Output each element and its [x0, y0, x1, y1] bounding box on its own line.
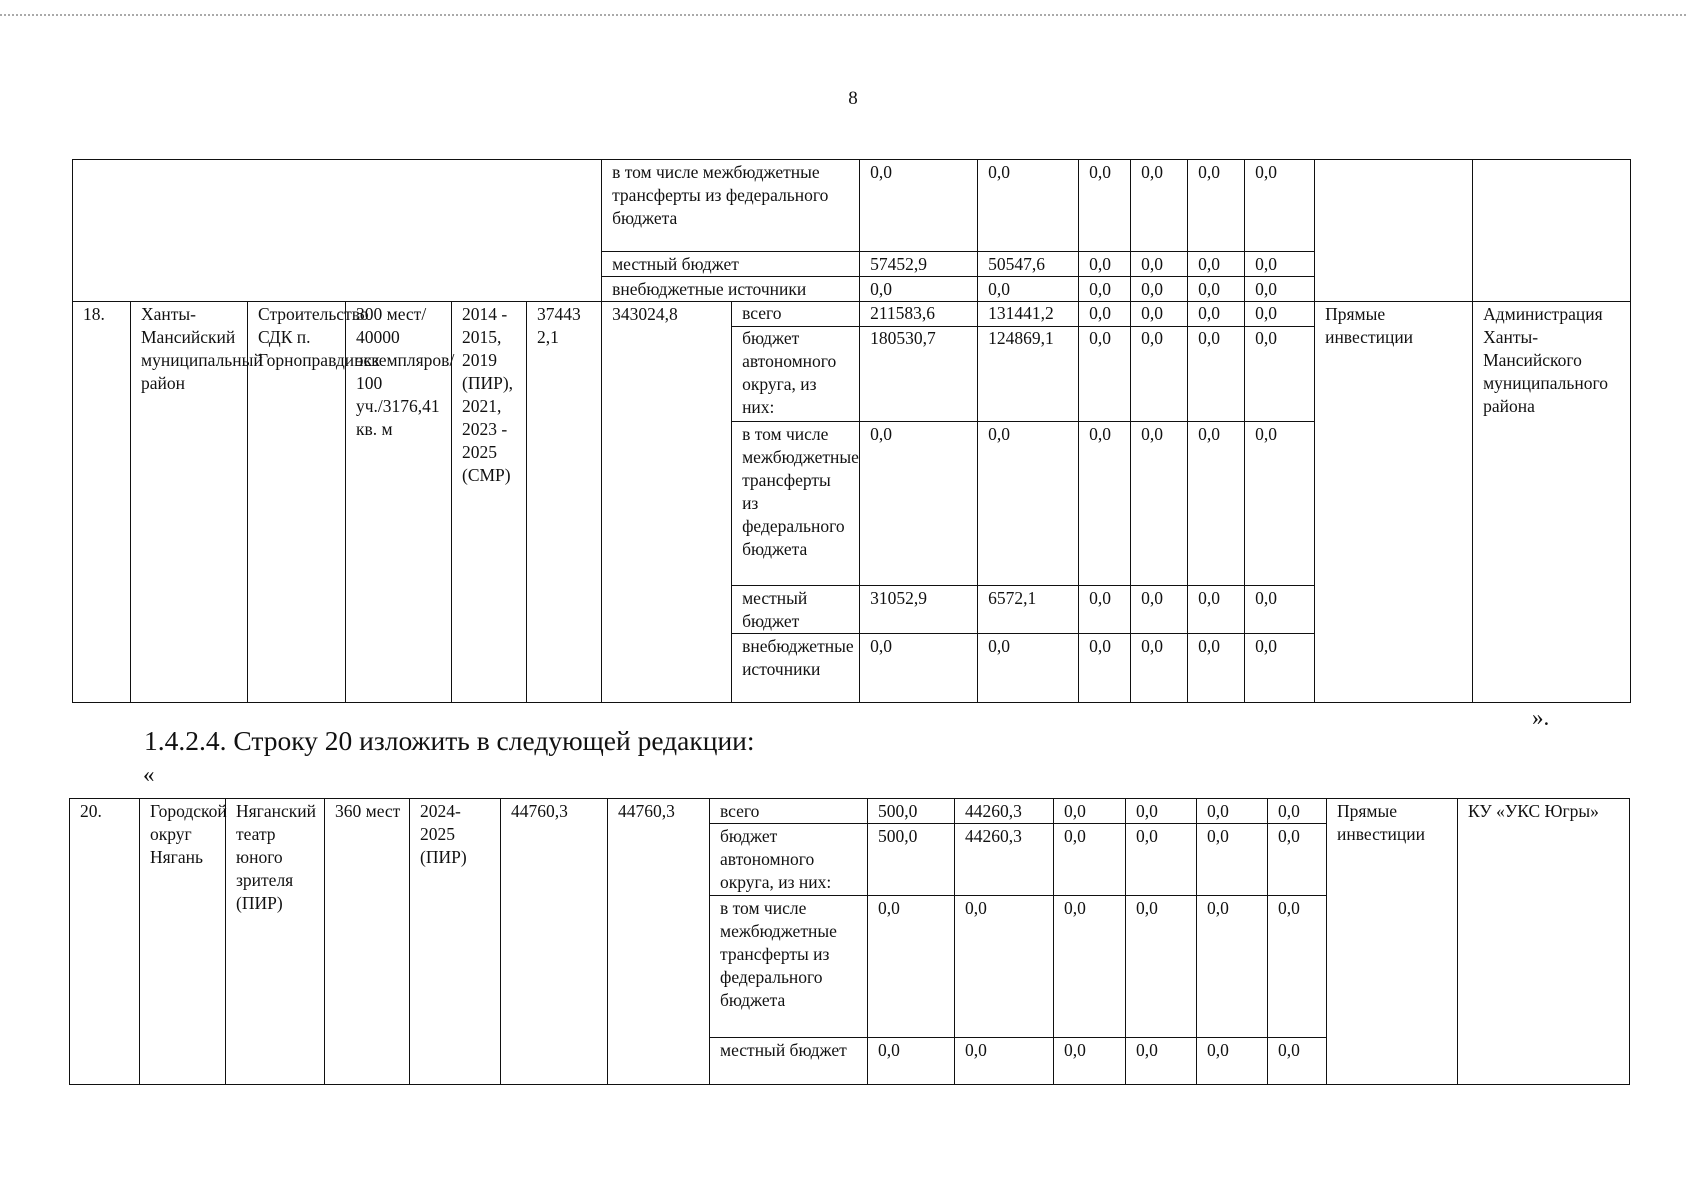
value-total: 0,0	[1131, 302, 1187, 327]
finance-source-label: внебюджетные источники	[732, 634, 860, 703]
value-cell: 44260,3	[955, 799, 1054, 824]
value-cell: 0,0	[860, 277, 978, 302]
years-cell: 2024-2025 (ПИР)	[410, 799, 501, 1085]
value-cell: 0,0	[1245, 586, 1315, 634]
capacity-cell: 300 мест/ 40000 экземпляров/ 100 уч./3176,41 кв. м	[346, 302, 452, 703]
value-cell: 0,0	[1131, 634, 1188, 703]
value-regional: 0,0	[1141, 328, 1163, 348]
value-cell: 0,0	[1197, 896, 1268, 1038]
value-cell: 0,0	[1079, 252, 1131, 277]
customer-cell: КУ «УКС Югры»	[1458, 799, 1630, 1085]
value-cell: 0,0	[955, 896, 1054, 1038]
empty-cell	[1315, 160, 1473, 302]
object-cell: Няганский театр юного зрителя (ПИР)	[226, 799, 325, 1085]
value-cell: 0,0	[1268, 1038, 1327, 1085]
value-cell: 0,0	[1079, 422, 1131, 586]
value-cell: 0,0	[860, 422, 978, 586]
value-cell: 500,0	[868, 824, 955, 896]
value-cell: 57452,9	[860, 252, 978, 277]
value-cell: 50547,6	[978, 252, 1079, 277]
investment-table-continuation	[72, 159, 1631, 703]
value-total: 131441,2	[978, 302, 1078, 327]
investment-table-row20	[69, 798, 1630, 1085]
row-number: 18.	[73, 302, 131, 703]
value-cell: 0,0	[1126, 896, 1197, 1038]
page-number: 8	[848, 88, 858, 109]
value-cell: 0,0	[1131, 160, 1188, 252]
value-cell: 0,0	[1188, 277, 1245, 302]
value-cell: 44260,3	[955, 824, 1054, 896]
value-cell: 0,0	[1197, 1038, 1268, 1085]
customer-cell: Администрация Ханты-Мансийского муниципального района	[1473, 302, 1631, 703]
value-regional: 0,0	[1089, 328, 1111, 348]
scan-border	[0, 14, 1686, 16]
value-cell: 0,0	[1126, 824, 1197, 896]
value-cell: 0,0	[1131, 252, 1188, 277]
value-cell: 0,0	[978, 160, 1079, 252]
finance-source-label: всего	[710, 799, 868, 824]
value-cell: 500,0	[868, 799, 955, 824]
value-cell: 31052,9	[860, 586, 978, 634]
capacity-cell: 360 мест	[325, 799, 410, 1085]
value-cell: 0,0	[1131, 422, 1188, 586]
value-cell: 0,0	[978, 422, 1079, 586]
opening-quote: «	[143, 762, 155, 787]
value-cell: 0,0	[978, 277, 1079, 302]
value-cell: 0,0	[1245, 277, 1315, 302]
finance-total-label: всего	[732, 302, 859, 327]
table-row	[73, 160, 1631, 252]
value-cell: 0,0	[1197, 799, 1268, 824]
finance-source-label: в том числе межбюджетные трансферты из федерального бюджета	[602, 160, 860, 252]
value-cell: 0,0	[1188, 160, 1245, 252]
value-cell: 0,0	[1131, 277, 1188, 302]
finance-source-label: местный бюджет	[732, 586, 860, 634]
value-cell	[1079, 302, 1131, 422]
cost-cell: 374432,1	[527, 302, 602, 703]
finance-source-label: местный бюджет	[602, 252, 860, 277]
value-cell: 0,0	[1126, 1038, 1197, 1085]
value-cell	[860, 302, 978, 422]
mechanism-cell: Прямые инвестиции	[1327, 799, 1458, 1085]
closing-quote: ».	[1532, 705, 1550, 730]
finance-source-label: внебюджетные источники	[602, 277, 860, 302]
object-cell: Строительство СДК п. Горноправдинск	[248, 302, 346, 703]
value-cell	[978, 302, 1079, 422]
remaining-cost-cell: 343024,8	[602, 302, 732, 703]
value-cell: 0,0	[860, 160, 978, 252]
value-cell: 0,0	[1245, 160, 1315, 252]
finance-source-label: в том числе межбюджетные трансферты из федерального бюджета	[710, 896, 868, 1038]
table-row	[73, 302, 1631, 422]
value-regional: 180530,7	[870, 328, 936, 348]
value-cell: 0,0	[860, 634, 978, 703]
finance-regional-label: бюджет автономного округа, из них:	[742, 328, 837, 417]
value-cell: 0,0	[1126, 799, 1197, 824]
cost-cell: 44760,3	[501, 799, 608, 1085]
value-cell: 0,0	[1188, 634, 1245, 703]
value-cell: 0,0	[1054, 896, 1126, 1038]
table-row	[70, 799, 1630, 824]
value-cell	[1131, 302, 1188, 422]
finance-source-label: местный бюджет	[710, 1038, 868, 1085]
finance-source-label	[732, 302, 860, 422]
value-cell: 0,0	[1054, 1038, 1126, 1085]
value-total: 0,0	[1245, 302, 1314, 327]
value-total: 211583,6	[860, 302, 977, 327]
years-cell: 2014 - 2015, 2019 (ПИР), 2021, 2023 - 2025 (СМР)	[452, 302, 527, 703]
remaining-cost-cell: 44760,3	[608, 799, 710, 1085]
value-cell: 0,0	[1079, 277, 1131, 302]
value-total: 0,0	[1079, 302, 1130, 327]
value-cell: 0,0	[955, 1038, 1054, 1085]
value-cell: 0,0	[1079, 160, 1131, 252]
row-number: 20.	[70, 799, 140, 1085]
value-cell: 0,0	[978, 634, 1079, 703]
value-cell: 0,0	[1188, 422, 1245, 586]
value-cell: 0,0	[1188, 586, 1245, 634]
value-regional: 0,0	[1198, 328, 1220, 348]
empty-cell	[1473, 160, 1631, 302]
value-cell: 0,0	[1268, 824, 1327, 896]
value-cell	[1188, 302, 1245, 422]
value-cell: 0,0	[868, 1038, 955, 1085]
value-cell: 0,0	[1079, 586, 1131, 634]
value-cell: 0,0	[1245, 252, 1315, 277]
mechanism-cell: Прямые инвестиции	[1315, 302, 1473, 703]
value-cell: 0,0	[1054, 824, 1126, 896]
value-regional: 124869,1	[988, 328, 1054, 348]
value-cell: 0,0	[1268, 799, 1327, 824]
value-total: 0,0	[1188, 302, 1244, 327]
municipality-cell: Городской округ Нягань	[140, 799, 226, 1085]
value-cell: 0,0	[868, 896, 955, 1038]
amendment-heading: 1.4.2.4. Строку 20 изложить в следующей редакции:	[144, 725, 755, 756]
value-cell: 0,0	[1245, 422, 1315, 586]
municipality-cell: Ханты-Мансийский муниципальный район	[131, 302, 248, 703]
value-cell: 0,0	[1054, 799, 1126, 824]
value-cell: 0,0	[1079, 634, 1131, 703]
empty-cell	[73, 160, 602, 302]
finance-source-label: в том числе межбюджетные трансферты из федерального бюджета	[732, 422, 860, 586]
value-cell: 0,0	[1131, 586, 1188, 634]
finance-source-label: бюджет автономного округа, из них:	[710, 824, 868, 896]
value-cell: 6572,1	[978, 586, 1079, 634]
value-cell: 0,0	[1188, 252, 1245, 277]
value-cell: 0,0	[1197, 824, 1268, 896]
value-cell: 0,0	[1268, 896, 1327, 1038]
value-cell: 0,0	[1245, 634, 1315, 703]
value-regional: 0,0	[1255, 328, 1277, 348]
value-cell	[1245, 302, 1315, 422]
